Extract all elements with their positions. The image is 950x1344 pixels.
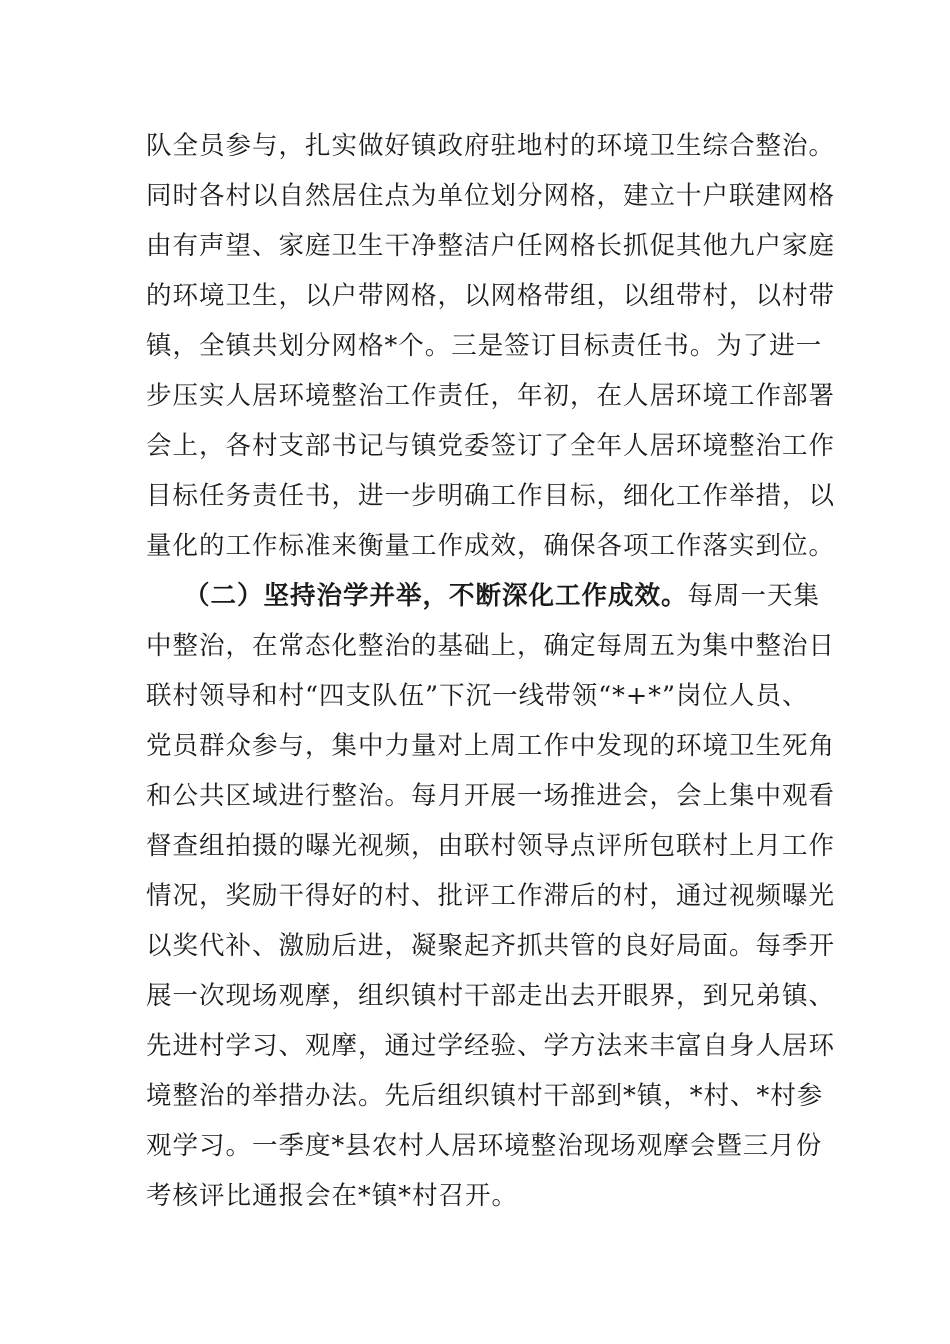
- text-line: 目标任务责任书，进一步明确工作目标，细化工作举措，以: [146, 481, 836, 511]
- text-line: 情况，奖励干得好的村、批评工作滞后的村，通过视频曝光: [146, 881, 836, 911]
- text-line: 考核评比通报会在*镇*村召开。: [146, 1181, 519, 1211]
- text-line: 中整治，在常态化整治的基础上，确定每周五为集中整治日: [146, 631, 836, 661]
- text-line: 量化的工作标准来衡量工作成效，确保各项工作落实到位。: [146, 531, 836, 561]
- section-heading-rest: 每周一天集: [687, 581, 821, 611]
- text-line: 督查组拍摄的曝光视频，由联村领导点评所包联村上月工作: [146, 831, 836, 861]
- text-line: 党员群众参与，集中力量对上周工作中发现的环境卫生死角: [146, 731, 836, 761]
- text-line: 观学习。一季度*县农村人居环境整治现场观摩会暨三月份: [146, 1131, 823, 1161]
- text-line: 队全员参与，扎实做好镇政府驻地村的环境卫生综合整治。: [146, 131, 836, 161]
- text-line: 以奖代补、激励后进，凝聚起齐抓共管的良好局面。每季开: [146, 931, 836, 961]
- section-heading: （二）坚持治学并举，不断深化工作成效。: [184, 581, 688, 611]
- text-line: 镇，全镇共划分网格*个。三是签订目标责任书。为了进一: [146, 331, 823, 361]
- text-line: 会上，各村支部书记与镇党委签订了全年人居环境整治工作: [146, 431, 836, 461]
- text-line: 步压实人居环境整治工作责任，年初，在人居环境工作部署: [146, 381, 836, 411]
- text-line: 先进村学习、观摩，通过学经验、学方法来丰富自身人居环: [146, 1031, 836, 1061]
- document-body: [146, 121, 836, 1221]
- text-line: 的环境卫生，以户带网格，以网格带组，以组带村，以村带: [146, 281, 836, 311]
- text-line: 同时各村以自然居住点为单位划分网格，建立十户联建网格: [146, 181, 836, 211]
- section-heading-line: [146, 571, 826, 621]
- text-line: 由有声望、家庭卫生干净整洁户任网格长抓促其他九户家庭: [146, 231, 836, 261]
- text-line: 境整治的举措办法。先后组织镇村干部到*镇，*村、*村参: [146, 1081, 824, 1111]
- text-line: 联村领导和村“四支队伍”下沉一线带领“*+*”岗位人员、: [146, 681, 809, 711]
- text-line: 和公共区域进行整治。每月开展一场推进会，会上集中观看: [146, 781, 836, 811]
- text-line: 展一次现场观摩，组织镇村干部走出去开眼界，到兄弟镇、: [146, 981, 836, 1011]
